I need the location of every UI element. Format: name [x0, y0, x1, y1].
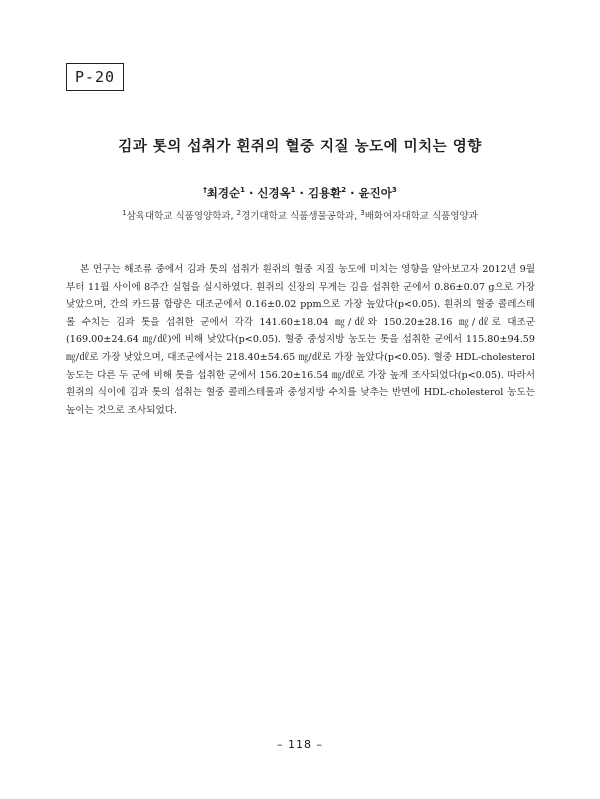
affiliation-mark: 3 — [360, 208, 365, 217]
author-name: 신경옥 — [257, 186, 291, 200]
affiliation-mark: 1 — [122, 208, 127, 217]
paper-title: 김과 톳의 섭취가 흰쥐의 혈중 지질 농도에 미치는 영향 — [118, 139, 482, 155]
affiliation-text: 경기대학교 식품생물공학과 — [241, 211, 355, 222]
author-name: 윤진아 — [358, 186, 392, 200]
author-name: 최경순 — [206, 186, 241, 200]
author-affiliation-mark: 1 — [240, 186, 245, 195]
affiliation-list — [0, 208, 600, 222]
abstract-body: 본 연구는 해조류 중에서 김과 톳의 섭취가 흰쥐의 혈중 지질 농도에 미치는 영향을 알아보고자 2012년 9월부터 11월 사이에 8주간 실험을 실시하였다. 흰쥐의 신장의 무게는 김을 섭취한 군에서 0.86±0.07 g으로 가장 낮았으며, 간의 카드뮴 함량은 대조군에서 0.16±0.02 ppm으로 가장 높았다(p<0.05). 흰쥐의 혈중 콜레스테롤 수치는 김과 톳을 섭취한 군에서 각각 141.60±18.04 ㎎/㎗와 150.20±28.16 ㎎/㎗로 대조군(169.00±24.64 ㎎/㎗)에 비해 낮았다(p<0.05). 혈중 중성지방 농도는 톳을 섭취한 군에서 115.80±94.59 ㎎/㎗로 가장 낮았으며, 대조군에서는 218.40±54.65 ㎎/㎗로 가장 높았다(p<0.05). 혈중 HDL-cholesterol 농도는 다른 두 군에 비해 톳을 섭취한 군에서 156.20±16.54 ㎎/㎗로 가장 높게 조사되었다(p<0.05). 따라서 흰쥐의 식이에 김과 톳의 섭취는 혈중 콜레스테롤과 중성지방 수치를 낮추는 반면에 HDL-cholesterol 농도는 높이는 것으로 조사되었다. — [66, 264, 535, 416]
author-separator: · — [346, 186, 359, 200]
author-name: 김용환 — [307, 186, 342, 200]
corresponding-author-mark: † — [203, 186, 207, 195]
affiliation-text: 삼육대학교 식품영양학과 — [126, 211, 231, 222]
author-separator: · — [295, 186, 308, 200]
author-list — [0, 185, 600, 201]
author-affiliation-mark: 3 — [391, 186, 397, 195]
affiliation-mark: 2 — [236, 208, 242, 217]
author-affiliation-mark: 1 — [290, 186, 296, 195]
author-separator: · — [244, 186, 258, 200]
affiliation-text: 배화여자대학교 식품영양과 — [364, 211, 478, 222]
poster-code: P-20 — [66, 63, 124, 91]
affiliation-separator: , — [230, 211, 237, 222]
author-affiliation-mark: 2 — [341, 186, 347, 195]
affiliation-separator: , — [354, 211, 361, 222]
page-number: – 118 – — [277, 738, 323, 751]
